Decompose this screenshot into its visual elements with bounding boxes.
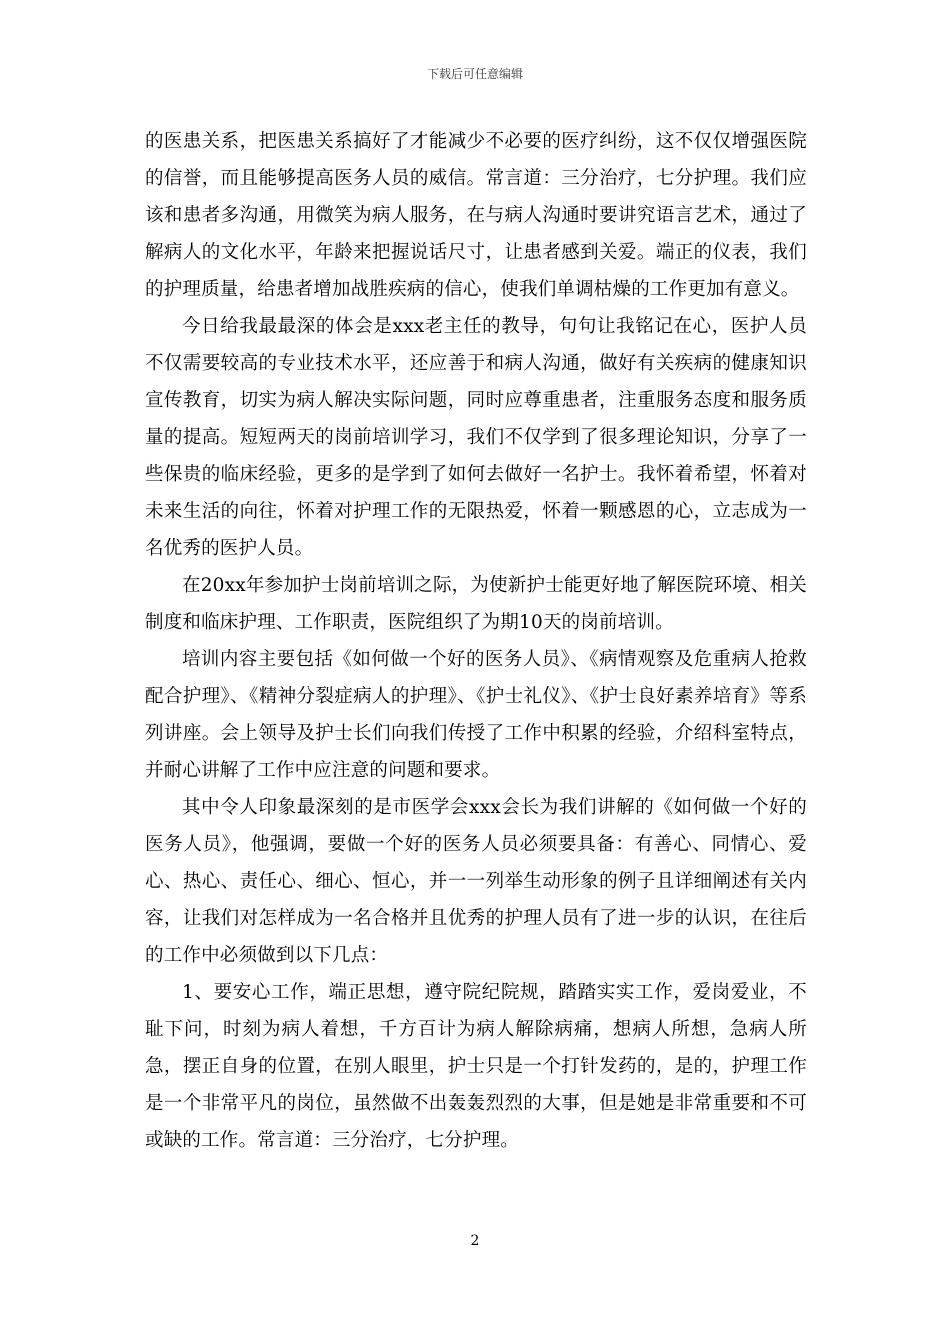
document-body [145,123,807,1159]
paragraph-2: 今日给我最最深的体会是xxx老主任的教导，句句让我铭记在心，医护人员不仅需要较高的专业技术水平，还应善于和病人沟通，做好有关疾病的健康知识宣传教育，切实为病人解决实际问题，同时应尊重患者，注重服务态度和服务质量的提高。短短两天的岗前培训学习，我们不仅学到了很多理论知识，分享了一些保贵的临床经验，更多的是学到了如何去做好一名护士。我怀着希望，怀着对未来生活的向往，怀着对护理工作的无限热爱，怀着一颗感恩的心，立志成为一名优秀的医护人员。 [145,316,807,559]
paragraph-4: 培训内容主要包括《如何做一个好的医务人员》、《病情观察及危重病人抢救配合护理》、《精神分裂症病人的护理》、《护士礼仪》、《护士良好素养培育》等系列讲座。会上领导及护士长们向我们传授了工作中积累的经验，介绍科室特点，并耐心讲解了工作中应注意的问题和要求。 [145,649,807,781]
page-number: 2 [470,1233,480,1249]
paragraph-5: 其中令人印象最深刻的是市医学会xxx会长为我们讲解的《如何做一个好的医务人员》，他强调，要做一个好的医务人员必须要具备：有善心、同情心、爱心、热心、责任心、细心、恒心，并一一列举生动形象的例子且详细阐述有关内容，让我们对怎样成为一名合格并且优秀的护理人员有了进一步的认识，在往后的工作中必须做到以下几点： [145,797,807,966]
paragraph-6: 1、要安心工作，端正思想，遵守院纪院规，踏踏实实工作，爱岗爱业，不耻下问，时刻为病人着想，千方百计为病人解除病痛，想病人所想，急病人所急，摆正自身的位置，在别人眼里，护士只是一个打针发药的，是的，护理工作是一个非常平凡的岗位，虽然做不出轰轰烈烈的大事，但是她是非常重要和不可或缺的工作。常言道：三分治疗，七分护理。 [145,982,807,1151]
page-header: 下载后可任意编辑 [426,67,523,81]
paragraph-1: 的医患关系，把医患关系搞好了才能减少不必要的医疗纠纷，这不仅仅增强医院的信誉，而且能够提高医务人员的威信。常言道：三分治疗，七分护理。我们应该和患者多沟通，用微笑为病人服务，在与病人沟通时要讲究语言艺术，通过了解病人的文化水平，年龄来把握说话尺寸，让患者感到关爱。端正的仪表，我们的护理质量，给患者增加战胜疾病的信心，使我们单调枯燥的工作更加有意义。 [145,131,807,300]
paragraph-3: 在20xx年参加护士岗前培训之际，为使新护士能更好地了解医院环境、相关制度和临床护理、工作职责，医院组织了为期10天的岗前培训。 [145,575,807,633]
